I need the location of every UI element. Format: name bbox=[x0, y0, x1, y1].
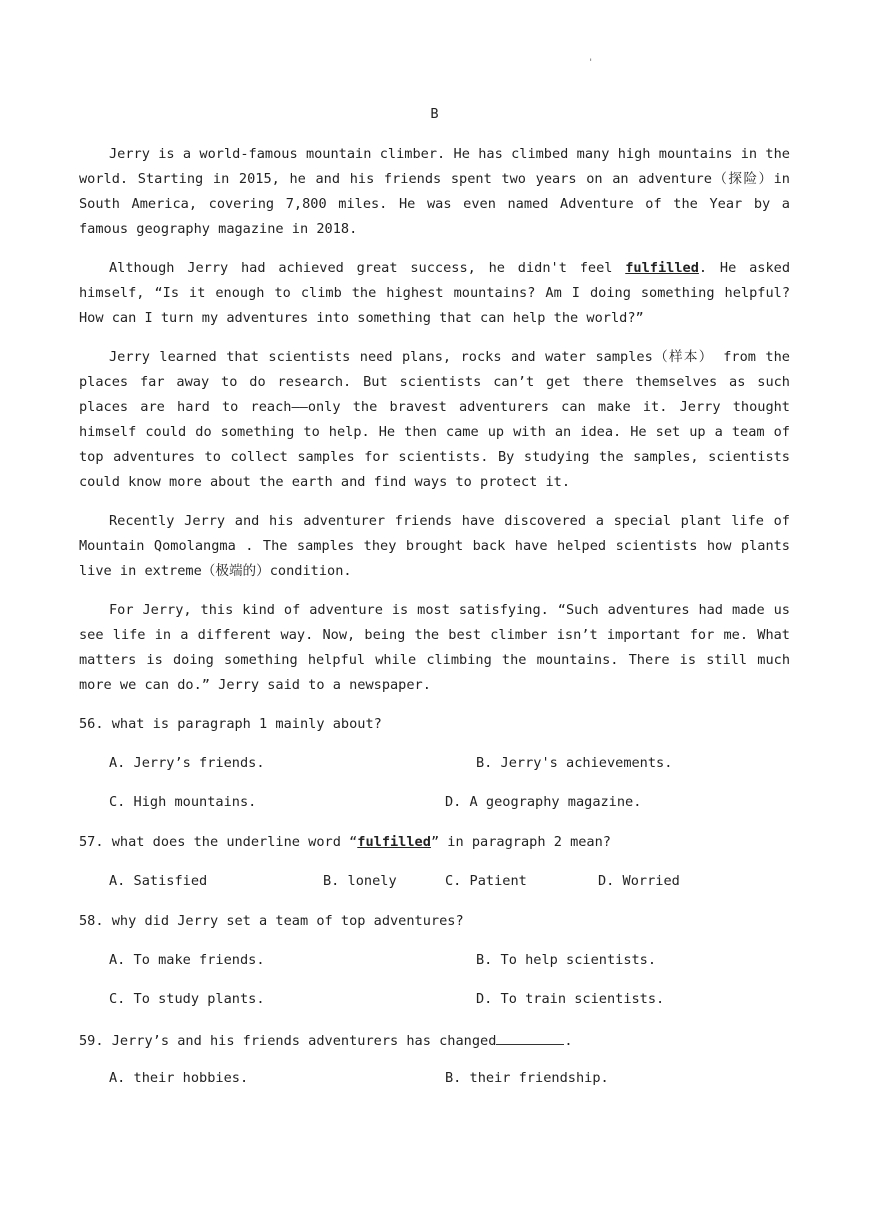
option-57-c: C. Patient bbox=[445, 873, 527, 889]
option-56-a: A. Jerry’s friends. bbox=[109, 755, 265, 771]
paragraph-4: Recently Jerry and his adventurer friends have discovered a special plant life of Mountain Qomolangma . The samples they brought back have helped scientists how plants live in extreme（极端的）condition. bbox=[79, 513, 790, 579]
paragraph-2-text-a: Although Jerry had achieved great success, he didn't feel bbox=[109, 260, 626, 276]
question-57 bbox=[79, 834, 611, 850]
option-57-a: A. Satisfied bbox=[109, 873, 208, 889]
option-58-b: B. To help scientists. bbox=[476, 952, 657, 968]
underlined-word: fulfilled bbox=[625, 260, 699, 276]
option-57-b: B. lonely bbox=[323, 873, 397, 889]
question-57-word: fulfilled bbox=[357, 834, 431, 850]
option-56-d: D. A geography magazine. bbox=[445, 794, 642, 810]
question-57-text-b: ” in paragraph 2 mean? bbox=[430, 834, 611, 850]
option-56-b: B. Jerry's achievements. bbox=[476, 755, 673, 771]
option-58-d: D. To train scientists. bbox=[476, 991, 665, 1007]
paragraph-2 bbox=[79, 256, 790, 331]
option-59-a: A. their hobbies. bbox=[109, 1070, 249, 1086]
page-mark: ' bbox=[588, 58, 594, 68]
question-59 bbox=[79, 1031, 573, 1049]
question-59-text-b: . bbox=[564, 1033, 573, 1049]
question-57-text-a: 57. what does the underline word “ bbox=[79, 834, 358, 850]
paragraph-2-text-b: . He asked himself, “Is it enough to climb the highest mountains? Am I doing something helpful? How can I turn my adventures into something that can help the world?” bbox=[79, 260, 790, 326]
option-57-d: D. Worried bbox=[598, 873, 680, 889]
question-58: 58. why did Jerry set a team of top adventures? bbox=[79, 913, 464, 929]
question-56: 56. what is paragraph 1 mainly about? bbox=[79, 716, 382, 732]
section-letter: B bbox=[430, 106, 439, 122]
paragraph-3: Jerry learned that scientists need plans, rocks and water samples（样本） from the places far away to do research. But scientists can’t get there themselves as such places are hard to reach——only the bravest adventurers can make it. Jerry thought himself could do something to help. He then came up with an idea. He set up a team of top adventures to collect samples for scientists. By studying the samples, scientists could know more about the earth and find ways to protect it. bbox=[79, 349, 790, 490]
question-59-text-a: 59. Jerry’s and his friends adventurers has changed bbox=[79, 1033, 497, 1049]
option-56-c: C. High mountains. bbox=[109, 794, 257, 810]
option-59-b: B. their friendship. bbox=[445, 1070, 609, 1086]
answer-blank bbox=[496, 1031, 564, 1045]
option-58-c: C. To study plants. bbox=[109, 991, 265, 1007]
paragraph-5: For Jerry, this kind of adventure is most satisfying. “Such adventures had made us see life in a different way. Now, being the best climber isn’t important for me. What matters is doing something helpful while climbing the mountains. There is still much more we can do.” Jerry said to a newspaper. bbox=[79, 602, 790, 693]
option-58-a: A. To make friends. bbox=[109, 952, 265, 968]
paragraph-1: Jerry is a world-famous mountain climber. He has climbed many high mountains in the world. Starting in 2015, he and his friends spent two years on an adventure（探险）in South America, covering 7,800 miles. He was even named Adventure of the Year by a famous geography magazine in 2018. bbox=[79, 146, 790, 237]
